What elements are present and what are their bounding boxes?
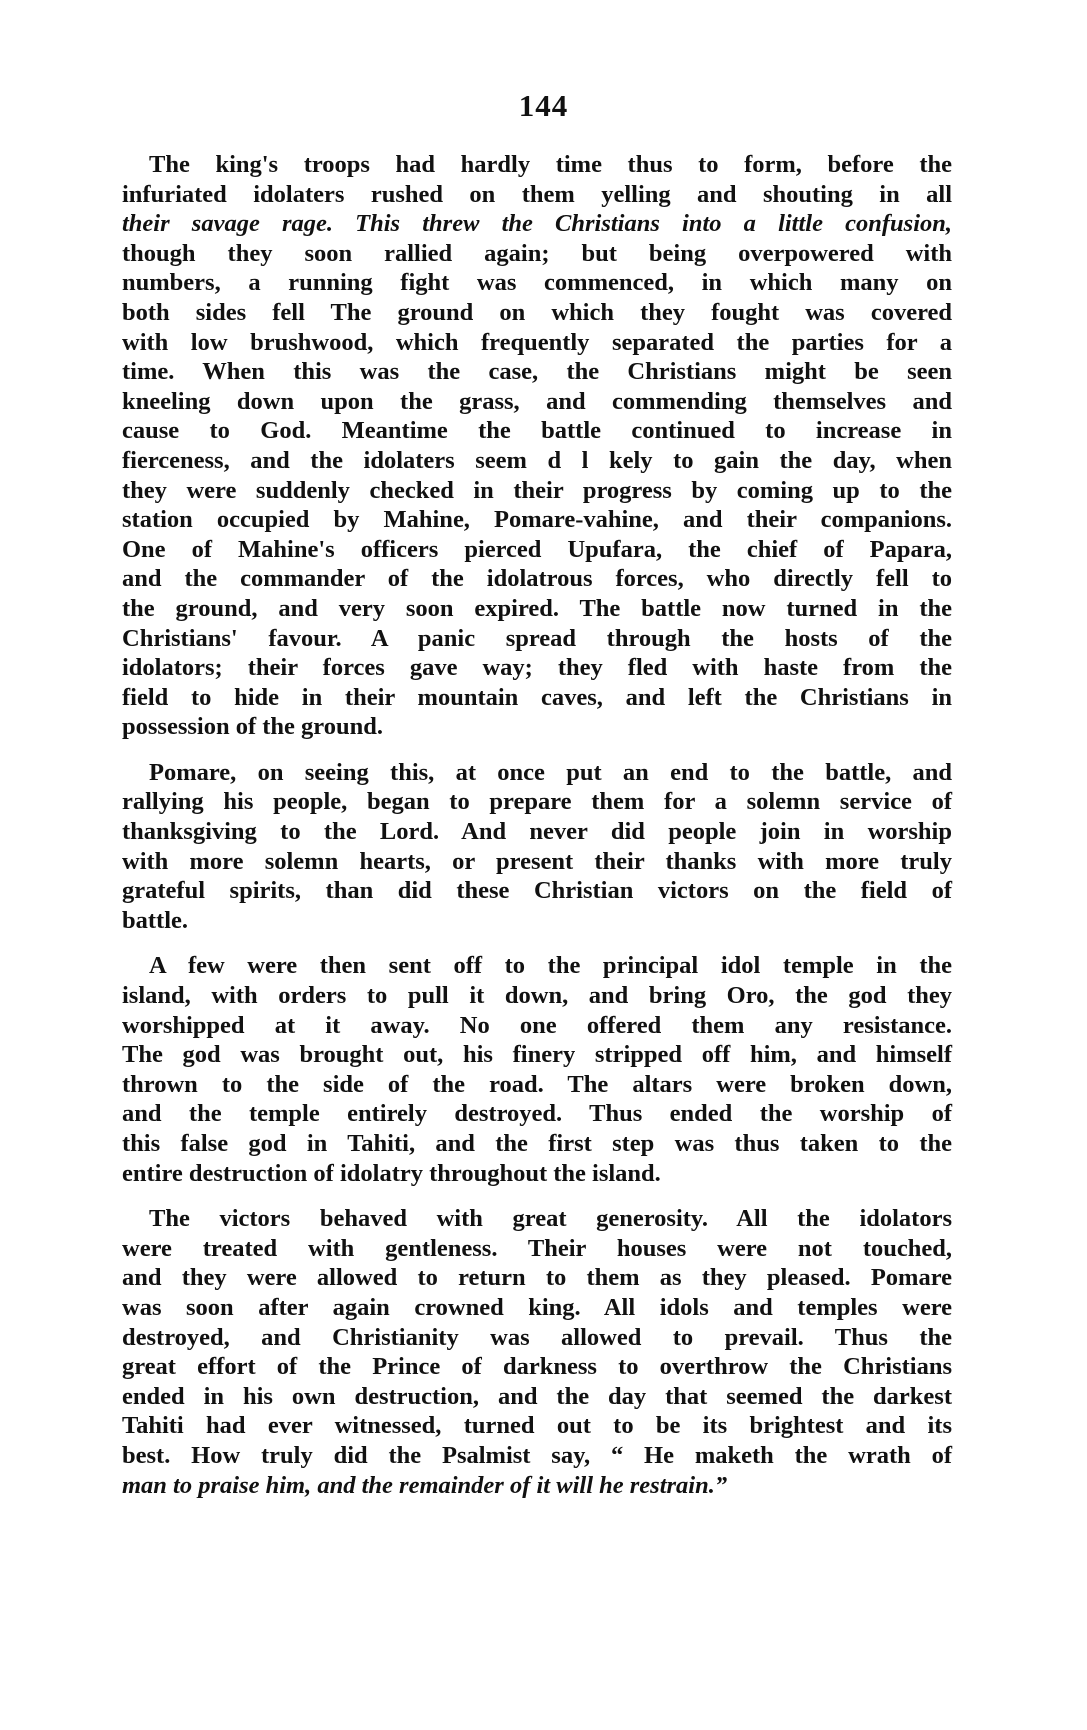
text-line: worshipped at it away. No one offered them any resistance. — [122, 1011, 952, 1039]
text-line: and the commander of the idolatrous forces, who directly fell to — [122, 565, 952, 593]
paragraph — [122, 150, 952, 742]
paragraph — [122, 951, 952, 1188]
text-line: great effort of the Prince of darkness to overthrow the Christians — [122, 1353, 952, 1381]
text-line: this false god in Tahiti, and the first step was thus taken to the — [122, 1130, 952, 1157]
text-line: best. How truly did the Psalmist say, “ He maketh the wrath of — [122, 1441, 952, 1469]
text-line: Tahiti had ever witnessed, turned out to be its brightest and its — [122, 1412, 952, 1440]
text-line: One of Mahine's officers pierced Upufara, the chief of Papara, — [122, 535, 952, 563]
text-line: and the temple entirely destroyed. Thus ended the worship of — [122, 1100, 952, 1128]
text-line: possession of the ground. — [122, 713, 383, 741]
text-line: and they were allowed to return to them as they pleased. Pomare — [122, 1264, 952, 1292]
text-line: fierceness, and the idolaters seem d l kely to gain the day, when — [122, 446, 952, 474]
text-line: man to praise him, and the remainder of it will he restrain.” — [122, 1471, 728, 1499]
text-line: kneeling down upon the grass, and commending themselves and — [122, 387, 952, 415]
paragraph — [122, 1204, 952, 1500]
text-line: rallying his people, began to prepare them for a solemn service of — [122, 788, 952, 816]
text-line: with low brushwood, which frequently separated the parties for a — [122, 328, 952, 356]
text-line: battle. — [122, 906, 188, 934]
text-line: station occupied by Mahine, Pomare-vahine, and their companions. — [122, 506, 952, 534]
text-line: The king's troops had hardly time thus to form, before the — [149, 151, 952, 178]
text-line: Pomare, on seeing this, at once put an end to the battle, and — [149, 758, 952, 786]
text-line: ended in his own destruction, and the day that seemed the darkest — [122, 1382, 952, 1410]
text-line: time. When this was the case, the Christians might be seen — [122, 358, 952, 386]
text-line: with more solemn hearts, or present their thanks with more truly — [122, 847, 952, 875]
text-line: both sides fell The ground on which they fought was covered — [122, 298, 952, 326]
text-line: Christians' favour. A panic spread through the hosts of the — [122, 624, 952, 652]
text-line: infuriated idolaters rushed on them yelling and shouting in all — [122, 180, 952, 208]
text-line: though they soon rallied again; but being overpowered with — [122, 239, 952, 267]
text-line: entire destruction of idolatry throughout the island. — [122, 1159, 661, 1187]
text-line: were treated with gentleness. Their houses were not touched, — [122, 1234, 952, 1262]
text-line: grateful spirits, than did these Christian victors on the field of — [122, 877, 952, 905]
text-line: their savage rage. This threw the Christians into a little confusion, — [122, 210, 952, 238]
text-line: destroyed, and Christianity was allowed to prevail. Thus the — [122, 1323, 952, 1351]
text-line: A few were then sent off to the principal idol temple in the — [149, 952, 952, 980]
text-line: field to hide in their mountain caves, and left the Christians in — [122, 683, 952, 711]
text-line: The god was brought out, his finery stripped off him, and himself — [122, 1041, 952, 1069]
text-line: cause to God. Meantime the battle continued to increase in — [122, 417, 952, 445]
text-line: thrown to the side of the road. The altars were broken down, — [122, 1070, 952, 1098]
page-number: 144 — [518, 88, 569, 123]
text-line: idolators; their forces gave way; they fled with haste from the — [122, 654, 952, 682]
page-body-text — [122, 150, 952, 1516]
text-line: thanksgiving to the Lord. And never did people join in worship — [122, 818, 952, 846]
text-line: island, with orders to pull it down, and bring Oro, the god they — [122, 982, 952, 1010]
text-line: The victors behaved with great generosity. All the idolators — [149, 1205, 952, 1233]
text-line: numbers, a running fight was commenced, in which many on — [122, 269, 952, 297]
text-line: the ground, and very soon expired. The battle now turned in the — [122, 594, 952, 622]
text-line: they were suddenly checked in their progress by coming up to the — [122, 476, 952, 504]
text-line: was soon after again crowned king. All idols and temples were — [122, 1293, 952, 1321]
paragraph — [122, 758, 952, 936]
